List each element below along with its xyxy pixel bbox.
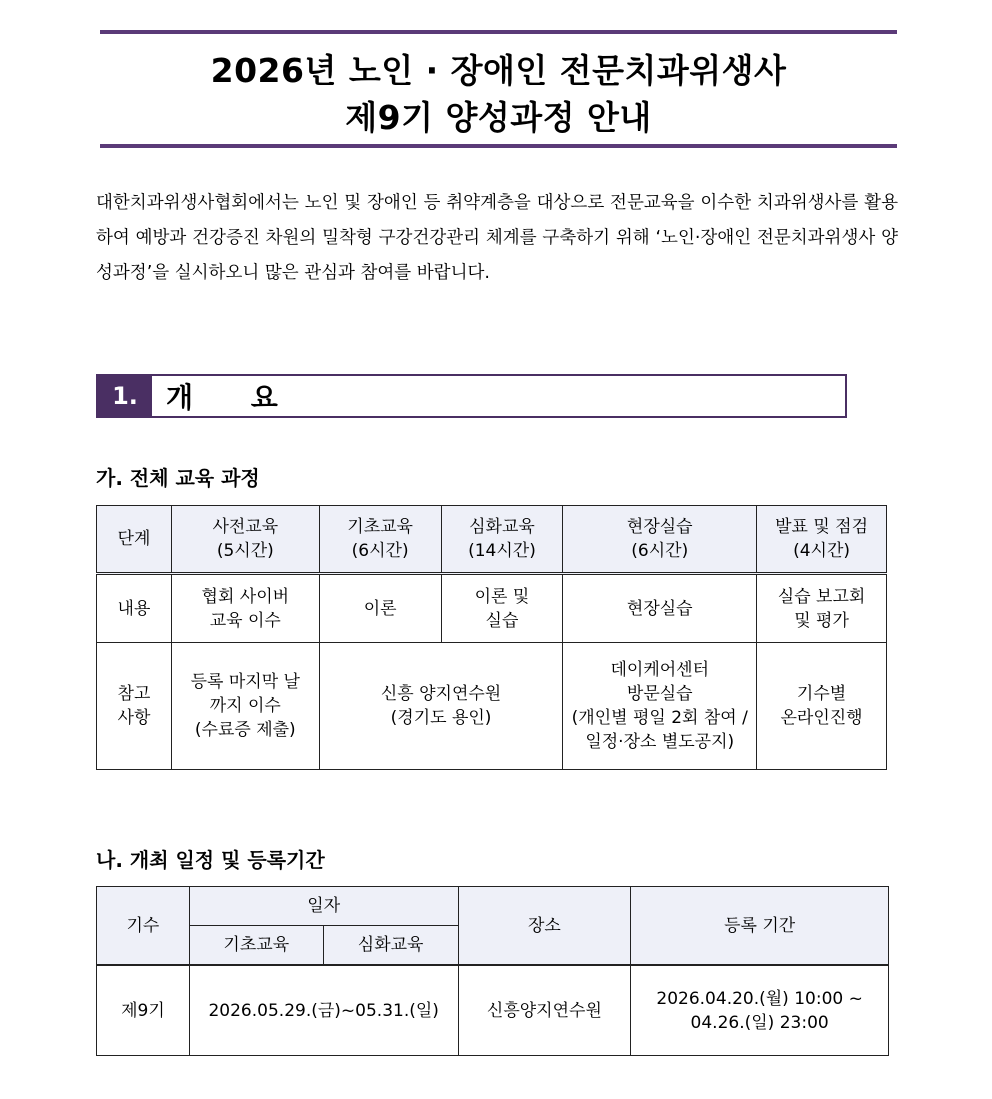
table-cell: 심화교육 xyxy=(323,926,458,966)
table-header-row xyxy=(97,506,887,574)
table-row xyxy=(97,643,887,770)
table-cell: 현장실습 (6시간) xyxy=(563,506,757,574)
table-cell: 데이케어센터 방문실습 (개인별 평일 2회 참여 / 일정·장소 별도공지) xyxy=(563,643,757,770)
table-cell: 일자 xyxy=(189,887,458,926)
table-cell: 등록 기간 xyxy=(631,887,889,966)
title-top-rule xyxy=(100,30,897,34)
table-cell: 참고 사항 xyxy=(97,643,172,770)
section-heading-overview xyxy=(96,374,847,418)
table-cell: 발표 및 점검 (4시간) xyxy=(757,506,887,574)
table-cell: 제9기 xyxy=(97,965,190,1056)
curriculum-table xyxy=(96,505,887,770)
table-cell: 등록 마지막 날 까지 이수 (수료증 제출) xyxy=(171,643,319,770)
table-cell: 기초교육 xyxy=(189,926,323,966)
subsection-heading-curriculum: 가. 전체 교육 과정 xyxy=(96,466,260,490)
page-title-line2: 제9기 양성과정 안내 xyxy=(345,98,652,137)
table-row xyxy=(97,965,889,1056)
table-cell: 내용 xyxy=(97,574,172,643)
table-cell: 기초교육 (6시간) xyxy=(319,506,441,574)
table-cell: 현장실습 xyxy=(563,574,757,643)
table-cell: 신흥 양지연수원 (경기도 용인) xyxy=(319,643,563,770)
table-row xyxy=(97,574,887,643)
table-cell: 2026.04.20.(월) 10:00 ~ 04.26.(일) 23:00 xyxy=(631,965,889,1056)
table-cell: 기수별 온라인진행 xyxy=(757,643,887,770)
page-title-line1: 2026년 노인 · 장애인 전문치과위생사 xyxy=(210,51,787,90)
table-cell: 협회 사이버 교육 이수 xyxy=(171,574,319,643)
table-cell: 단계 xyxy=(97,506,172,574)
table-cell: 심화교육 (14시간) xyxy=(441,506,563,574)
table-cell: 실습 보고회 및 평가 xyxy=(757,574,887,643)
subsection-heading-schedule: 나. 개최 일정 및 등록기간 xyxy=(96,848,325,872)
intro-paragraph: 대한치과위생사협회에서는 노인 및 장애인 등 취약계층을 대상으로 전문교육을 이수한 치과위생사를 활용하여 예방과 건강증진 차원의 밀착형 구강건강관리 체계를 구축하기 위해 ‘노인·장애인 전문치과위생사 양성과정’을 실시하오니 많은 관심과 참여를 바랍니다. xyxy=(96,193,898,283)
table-cell: 장소 xyxy=(458,887,631,966)
table-cell: 사전교육 (5시간) xyxy=(171,506,319,574)
schedule-table xyxy=(96,886,889,1056)
table-cell: 신흥양지연수원 xyxy=(458,965,631,1056)
table-header-row xyxy=(97,887,889,926)
table-cell: 2026.05.29.(금)~05.31.(일) xyxy=(189,965,458,1056)
table-cell: 기수 xyxy=(97,887,190,966)
title-bottom-rule xyxy=(100,144,897,148)
table-cell: 이론 및 실습 xyxy=(441,574,563,643)
table-cell: 이론 xyxy=(319,574,441,643)
section-title: 개 요 xyxy=(166,381,302,414)
section-number: 1. xyxy=(98,376,152,416)
